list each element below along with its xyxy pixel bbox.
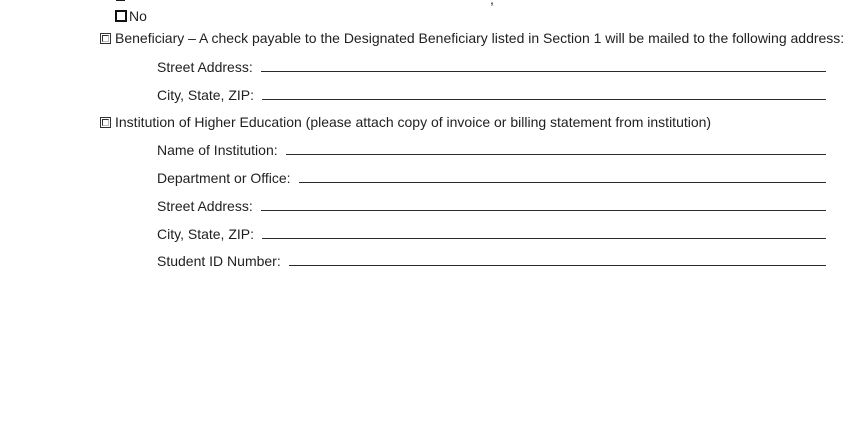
beneficiary-checkbox[interactable]: [100, 33, 111, 44]
beneficiary-option[interactable]: [100, 30, 844, 46]
beneficiary-city-state-zip-field[interactable]: [262, 99, 826, 100]
institution-label: Institution of Higher Education (please attach copy of invoice or billing statement from institution): [115, 114, 712, 130]
beneficiary-street-address-field[interactable]: [261, 71, 826, 72]
beneficiary-street-address-label: Street Address:: [157, 59, 253, 75]
institution-city-state-zip-field[interactable]: [262, 238, 826, 239]
no-option[interactable]: [115, 7, 147, 25]
institution-street-address-field[interactable]: [261, 210, 826, 211]
institution-city-state-zip-row: [157, 225, 826, 243]
institution-department-label: Department or Office:: [157, 170, 291, 186]
institution-street-address-row: [157, 197, 826, 215]
beneficiary-city-state-zip-label: City, State, ZIP:: [157, 87, 254, 103]
institution-student-id-row: [157, 252, 826, 270]
beneficiary-label: Beneficiary – A check payable to the Designated Beneficiary listed in Section 1 will be mailed to the following address:: [115, 30, 845, 46]
no-checkbox[interactable]: [115, 10, 127, 22]
institution-name-field[interactable]: [286, 154, 826, 155]
institution-name-row: [157, 141, 826, 159]
institution-student-id-label: Student ID Number:: [157, 253, 281, 269]
cut-off-checkbox[interactable]: [116, 0, 125, 1]
institution-city-state-zip-label: City, State, ZIP:: [157, 226, 254, 242]
institution-name-label: Name of Institution:: [157, 142, 278, 158]
institution-checkbox[interactable]: [100, 117, 111, 128]
institution-option[interactable]: [100, 114, 711, 130]
beneficiary-street-address-row: [157, 58, 826, 76]
institution-department-row: [157, 169, 826, 187]
institution-street-address-label: Street Address:: [157, 198, 253, 214]
no-label: No: [129, 8, 147, 24]
institution-department-field[interactable]: [299, 182, 826, 183]
institution-student-id-field[interactable]: [289, 265, 826, 266]
beneficiary-city-state-zip-row: [157, 86, 826, 104]
cut-off-punctuation: [490, 0, 494, 7]
